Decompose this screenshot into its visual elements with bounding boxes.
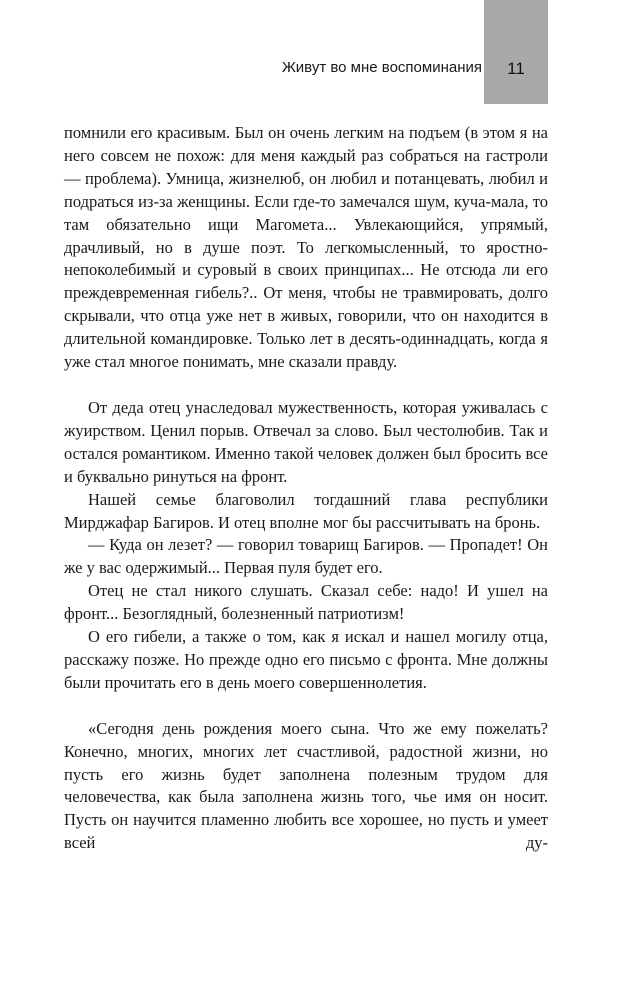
page-body: [64, 122, 548, 855]
paragraph-letter-quote: «Сегодня день рождения моего сына. Что же ему пожелать? Конечно, многих, многих лет счастливой, радостной жизни, но пусть его жизнь будет заполнена полезным трудом для человечества, как была заполнена жизнь того, чье имя он носит. Пусть он научится пламенно любить все хорошее, но пусть и умеет всей ду-: [64, 718, 548, 853]
paragraph-dialogue: — Куда он лезет? — говорил товарищ Багиров. — Пропадет! Он же у вас одержимый... Первая пуля будет его.: [64, 535, 548, 578]
paragraph: Нашей семье благоволил тогдашний глава республики Мирджафар Багиров. И отец вполне мог бы рассчитывать на бронь.: [64, 489, 548, 532]
paragraph-continued: помнили его красивым. Был он очень легким на подъем (в этом я на него совсем не похож: для меня каждый раз собраться на гастроли — проблема). Умница, жизнелюб, он любил и потанцевать, любил и подраться из-за женщины. Если где-то замечался шум, куча-мала, то там обязательно ищи Магомета... Увлекающийся, упрямый, драчливый, но в душе поэт. То легкомысленный, то яростно-непоколебимый и суровый в своих принципах... Не отсюда ли его преждевременная гибель?.. От меня, чтобы не травмировать, долго скрывали, что отца уже нет в живых, говорили, что он находится в длительной командировке. Только лет в десять-одиннадцать, когда я уже стал многое понимать, мне сказали правду.: [64, 123, 548, 372]
page-number-tab: [484, 0, 548, 104]
paragraph: Отец не стал никого слушать. Сказал себе: надо! И ушел на фронт... Безоглядный, болезненный патриотизм!: [64, 581, 548, 624]
running-title: Живут во мне воспоминания: [281, 59, 482, 76]
page-number: 11: [507, 59, 525, 78]
section-break: [64, 374, 548, 397]
section-break: [64, 695, 548, 718]
paragraph: О его гибели, а также о том, как я искал и нашел могилу отца, расскажу позже. Но прежде одно его письмо с фронта. Мне должны были прочитать его в день моего совершеннолетия.: [64, 627, 548, 692]
paragraph: От деда отец унаследовал мужественность, которая уживалась с жуирством. Ценил порыв. Отвечал за слово. Был честолюбив. Так и остался романтиком. Именно такой человек должен был бросить все и буквально ринуться на фронт.: [64, 397, 548, 486]
